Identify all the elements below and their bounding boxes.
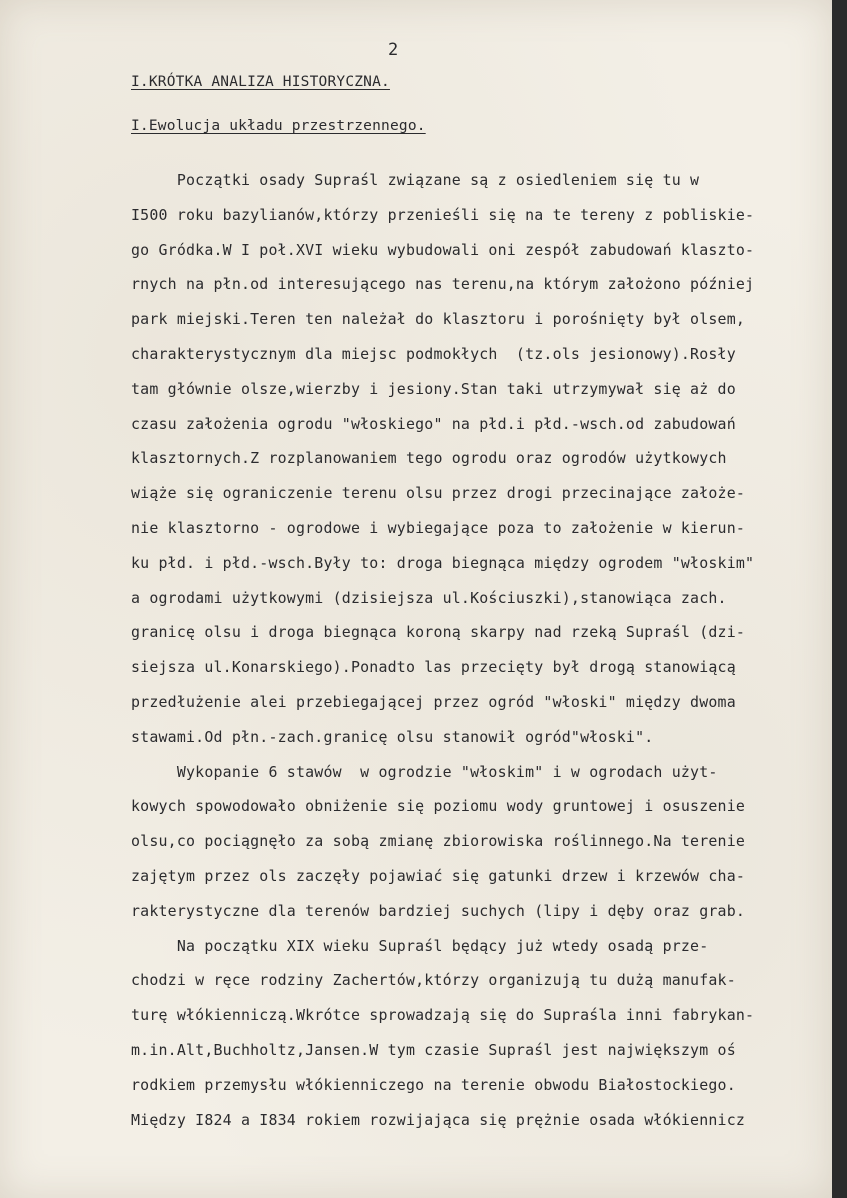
text-line: olsu,co pociągnęło za sobą zmianę zbiorowiska roślinnego.Na terenie bbox=[131, 832, 746, 851]
text-line: I500 roku bazylianów,którzy przenieśli się na te tereny z pobliskie- bbox=[131, 205, 755, 224]
page-number: 2 bbox=[388, 40, 399, 60]
text-line: stawami.Od płn.-zach.granicę olsu stanowił ogród"włoski". bbox=[131, 727, 654, 746]
text-line: Między I824 a I834 rokiem rozwijająca się prężnie osada włókiennicz bbox=[131, 1110, 746, 1129]
text-line: zajętym przez ols zaczęły pojawiać się gatunki drzew i krzewów cha- bbox=[131, 867, 746, 885]
text-line: czasu założenia ogrodu "włoskiego" na płd.i płd.-wsch.od zabudowań bbox=[131, 414, 736, 433]
text-line: Wykopanie 6 stawów w ogrodzie "włoskim" i w ogrodach użyt- bbox=[131, 762, 718, 781]
text-line: chodzi w ręce rodziny Zachertów,którzy organizują tu dużą manufak- bbox=[131, 971, 736, 990]
text-line: Początki osady Supraśl związane są z osiedleniem się tu w bbox=[131, 171, 700, 189]
text-line: turę włókienniczą.Wkrótce sprowadzają się do Supraśla inni fabrykan- bbox=[131, 1006, 755, 1025]
text-line: ku płd. i płd.-wsch.Były to: droga biegnąca między ogrodem "włoskim" bbox=[131, 553, 755, 572]
text-line: siejsza ul.Konarskiego).Ponadto las przecięty był drogą stanowiącą bbox=[131, 658, 736, 677]
scan-edge bbox=[832, 0, 847, 1198]
text-line: nie klasztorno - ogrodowe i wybiegające poza to założenie w kierun- bbox=[131, 519, 746, 537]
text-line: rnych na płn.od interesującego nas terenu,na którym założono później bbox=[131, 275, 755, 294]
text-line: kowych spowodowało obniżenie się poziomu wody gruntowej i osuszenie bbox=[131, 797, 746, 816]
text-line: m.in.Alt,Buchholtz,Jansen.W tym czasie Supraśl jest największym oś bbox=[131, 1041, 736, 1059]
text-line: go Gródka.W I poł.XVI wieku wybudowali oni zespół zabudowań klaszto- bbox=[131, 240, 755, 259]
text-line: przedłużenie alei przebiegającej przez ogród "włoski" między dwoma bbox=[131, 693, 736, 711]
text-line: klasztornych.Z rozplanowaniem tego ogrodu oraz ogrodów użytkowych bbox=[131, 449, 727, 468]
text-line: park miejski.Teren ten należał do klasztoru i porośnięty był olsem, bbox=[131, 310, 746, 329]
section-heading: I.KRÓTKA ANALIZA HISTORYCZNA. bbox=[131, 74, 390, 90]
text-line: tam głównie olsze,wierzby i jesiony.Stan taki utrzymywał się aż do bbox=[131, 379, 736, 398]
text-line: charakterystycznym dla miejsc podmokłych (tz.ols jesionowy).Rosły bbox=[131, 345, 736, 363]
text-line: a ogrodami użytkowymi (dzisiejsza ul.Kościuszki),stanowiąca zach. bbox=[131, 588, 727, 607]
text-line: granicę olsu i droga biegnąca koroną skarpy nad rzeką Supraśl (dzi- bbox=[131, 623, 746, 642]
text-line: wiąże się ograniczenie terenu olsu przez drogi przecinające założe- bbox=[131, 484, 746, 503]
text-line: rakterystyczne dla terenów bardziej suchych (lipy i dęby oraz grab. bbox=[131, 901, 746, 920]
text-line: rodkiem przemysłu włókienniczego na terenie obwodu Białostockiego. bbox=[131, 1075, 736, 1094]
subsection-heading: I.Ewolucja układu przestrzennego. bbox=[131, 118, 426, 134]
text-line: Na początku XIX wieku Supraśl będący już wtedy osadą prze- bbox=[131, 936, 709, 955]
